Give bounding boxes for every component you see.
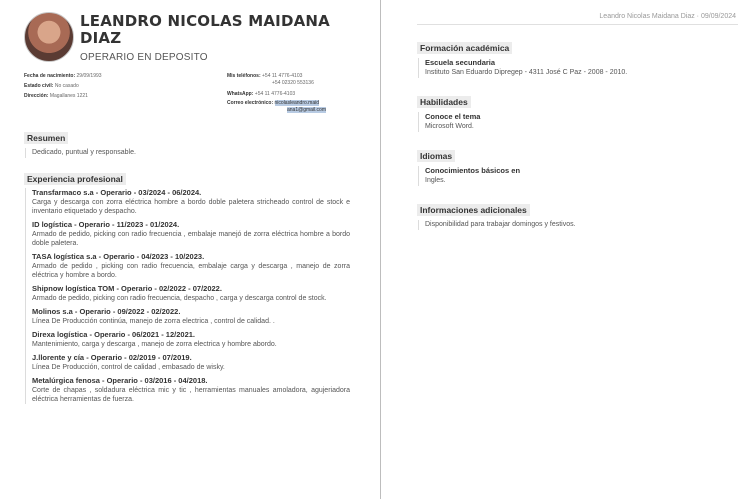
section-title-resumen: Resumen bbox=[24, 132, 68, 144]
experiencia-body bbox=[25, 188, 350, 404]
email-link[interactable]: nicolasleandro.maid bbox=[274, 100, 319, 106]
candidate-name: LEANDRO NICOLAS MAIDANA DIAZ bbox=[80, 12, 330, 47]
personal-info-left bbox=[24, 73, 174, 100]
phones-row: Mis teléfonos: +54 11 4776-4103 bbox=[227, 73, 303, 79]
job-title: Transfarmaco s.a - Operario - 03/2024 - 06/2024. bbox=[32, 188, 202, 197]
job-entry bbox=[32, 330, 350, 349]
whatsapp-row: WhatsApp: +54 11 4776-4103 bbox=[227, 91, 296, 97]
job-title: J.llorente y cía - Operario - 02/2019 - 07/2019. bbox=[32, 353, 192, 362]
adicionales-body bbox=[418, 220, 735, 230]
job-desc: Mantenimiento, carga y descarga , manejo de zorra electrica y hombre abordo. bbox=[32, 341, 277, 348]
job-title: Metalúrgica fenosa - Operario - 03/2016 - 04/2018. bbox=[32, 376, 208, 385]
job-entry bbox=[32, 284, 350, 303]
cv-page-right bbox=[381, 0, 744, 499]
idiomas-body bbox=[418, 166, 735, 186]
formacion-degree: Escuela secundaria bbox=[425, 58, 496, 67]
job-title: Molinos s.a - Operario - 09/2022 - 02/2022. bbox=[32, 307, 181, 316]
job-title: Shipnow logística TOM - Operario - 02/2022 - 07/2022. bbox=[32, 284, 222, 293]
job-desc: Armado de pedido, picking con radio frecuencia , embalaje manejó de zorra eléctrica hombre a bordo doble paletera. bbox=[32, 231, 350, 247]
email-link-cont[interactable]: ana1@gmail.com bbox=[287, 107, 326, 113]
resumen-body bbox=[25, 148, 372, 158]
job-desc: Carga y descarga con zorra eléctrica hombre a bordo doble paletera stricheado control de stock e inventario etiquetado y despacho. bbox=[32, 199, 350, 215]
job-desc: Línea De Producción continúa, manejo de zorra electrica , control de calidad. . bbox=[32, 318, 275, 325]
header-rule bbox=[417, 24, 738, 25]
resumen-text: Dedicado, puntual y responsable. bbox=[32, 149, 136, 156]
job-entry bbox=[32, 376, 350, 404]
job-title: Direxa logística - Operario - 06/2021 - 12/2021. bbox=[32, 330, 196, 339]
job-title: ID logística - Operario - 11/2023 - 01/2024. bbox=[32, 220, 180, 229]
adicionales-detail: Disponibilidad para trabajar domingos y festivos. bbox=[425, 221, 576, 228]
personal-info-right bbox=[227, 73, 367, 114]
phone2-row: +54 02320 553136 bbox=[272, 80, 314, 86]
formacion-detail: Instituto San Eduardo Dipregep - 4311 José C Paz - 2008 - 2010. bbox=[425, 69, 628, 76]
email-row-2 bbox=[227, 107, 367, 114]
job-entry bbox=[32, 252, 350, 280]
idiomas-detail: Ingles. bbox=[425, 177, 446, 184]
job-desc: Armado de pedido , picking con radio frecuencia, embalaje carga y descarga , manejo de zorra eléctrica y hombre a bordo. bbox=[32, 263, 350, 279]
email-row: Correo electrónico: nicolasleandro.maid bbox=[227, 100, 319, 106]
section-title-formacion: Formación académica bbox=[417, 42, 512, 54]
civil-row: Estado civil: No casado bbox=[24, 83, 79, 89]
job-entry bbox=[32, 188, 350, 216]
job-entry bbox=[32, 307, 350, 326]
section-title-habilidades: Habilidades bbox=[417, 96, 471, 108]
avatar bbox=[24, 12, 74, 62]
idiomas-sub: Conocimientos básicos en bbox=[425, 166, 521, 175]
section-title-idiomas: Idiomas bbox=[417, 150, 455, 162]
formacion-body bbox=[418, 58, 735, 78]
section-title-adicionales: Informaciones adicionales bbox=[417, 204, 530, 216]
running-header: Leandro Nicolas Maidana Diaz · 09/09/2024 bbox=[599, 13, 736, 20]
habilidades-body bbox=[418, 112, 735, 132]
job-entry bbox=[32, 220, 350, 248]
habilidades-detail: Microsoft Word. bbox=[425, 123, 474, 130]
job-desc: Línea De Producción, control de calidad , embasado de wisky. bbox=[32, 364, 225, 371]
section-title-experiencia: Experiencia profesional bbox=[24, 173, 126, 185]
job-title: TASA logística s.a - Operario - 04/2023 - 10/2023. bbox=[32, 252, 205, 261]
habilidades-sub: Conoce el tema bbox=[425, 112, 481, 121]
candidate-role: OPERARIO EN DEPOSITO bbox=[80, 52, 208, 63]
job-desc: Corte de chapas , soldadura eléctrica mic y tic , herramientas manuales amoladora, agujeriadora eléctrica herramientas de fuerza. bbox=[32, 387, 350, 403]
job-entry bbox=[32, 353, 350, 372]
address-row: Dirección: Magallanes 1221 bbox=[24, 93, 88, 99]
job-desc: Armado de pedido, picking con radio frecuencia, despacho , carga y descarga control de stock. bbox=[32, 295, 327, 302]
birth-row: Fecha de nacimiento: 29/09/1993 bbox=[24, 73, 102, 79]
